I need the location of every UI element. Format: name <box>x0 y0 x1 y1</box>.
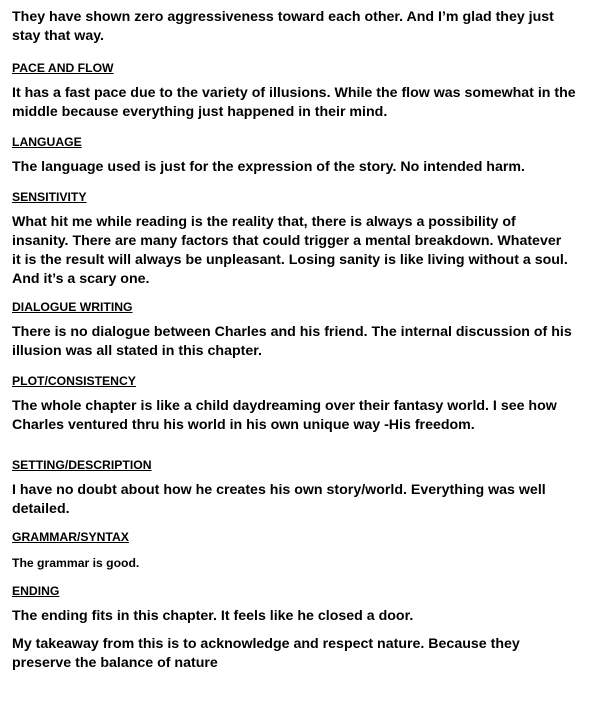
heading-sensitivity: SENSITIVITY <box>12 190 87 204</box>
pace-and-flow-paragraph: It has a fast pace due to the variety of illusions. While the flow was somewhat in the middle because everything just happened in their mind. <box>12 85 576 120</box>
setting-description-paragraph: I have no doubt about how he creates his own story/world. Everything was well detailed. <box>12 482 546 517</box>
dialogue-writing-paragraph: There is no dialogue between Charles and his friend. The internal discussion of his illusion was all stated in this chapter. <box>12 324 572 359</box>
heading-setting-description: SETTING/DESCRIPTION <box>12 458 152 472</box>
closing-paragraph: My takeaway from this is to acknowledge and respect nature. Because they preserve the balance of nature <box>12 636 520 671</box>
heading-pace-and-flow: PACE AND FLOW <box>12 61 114 75</box>
sensitivity-paragraph: What hit me while reading is the reality that, there is always a possibility of insanity. There are many factors that could trigger a mental breakdown. Whatever it is the result will always be unpleasant. Losing sanity is like living without a soul. And it’s a scary one. <box>12 214 568 287</box>
review-document <box>12 8 592 673</box>
heading-dialogue-writing: DIALOGUE WRITING <box>12 300 133 314</box>
ending-paragraph: The ending fits in this chapter. It feels like he closed a door. <box>12 608 414 624</box>
language-paragraph: The language used is just for the expression of the story. No intended harm. <box>12 159 525 175</box>
intro-paragraph: They have shown zero aggressiveness toward each other. And I’m glad they just stay that way. <box>12 9 554 44</box>
heading-plot-consistency: PLOT/CONSISTENCY <box>12 374 136 388</box>
plot-consistency-paragraph: The whole chapter is like a child daydreaming over their fantasy world. I see how Charles ventured thru his world in his own unique way -His freedom. <box>12 398 557 433</box>
heading-language: LANGUAGE <box>12 135 82 149</box>
grammar-syntax-paragraph: The grammar is good. <box>12 556 140 570</box>
heading-ending: ENDING <box>12 584 60 598</box>
heading-grammar-syntax: GRAMMAR/SYNTAX <box>12 530 129 544</box>
